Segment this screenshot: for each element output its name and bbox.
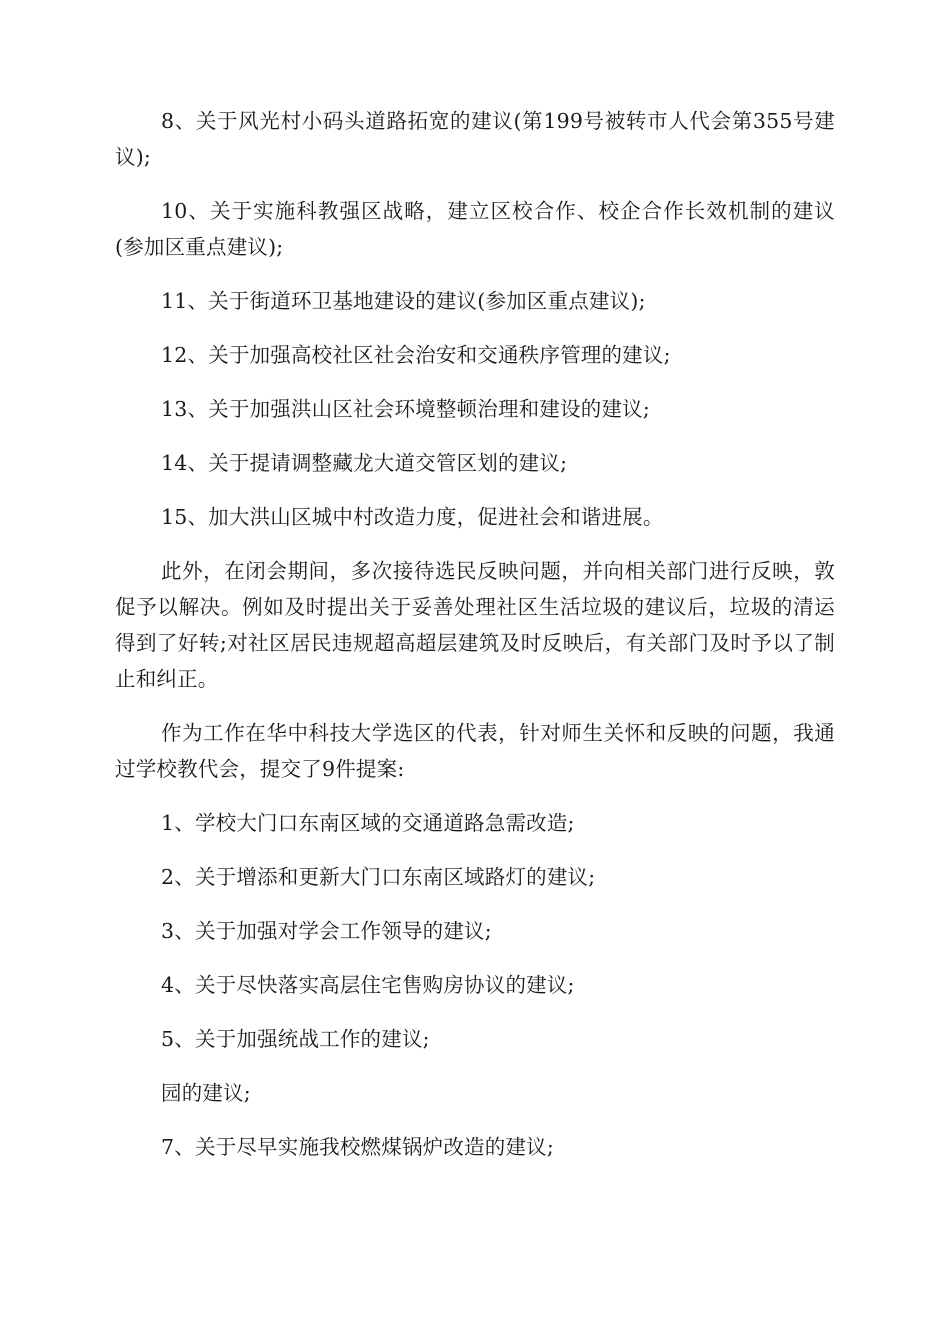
proposal-item-5: 5、关于加强统战工作的建议;: [161, 1027, 430, 1051]
paragraph-item-14: 14、关于提请调整藏龙大道交管区划的建议;: [161, 451, 568, 475]
paragraph-closing-period: 此外，在闭会期间，多次接待选民反映问题，并向相关部门进行反映，敦促予以解决。例如及时提出关于妥善处理社区生活垃圾的建议后，垃圾的清运得到了好转;对社区居民违规超高超层建筑及时反映后，有关部门及时予以了制止和纠正。: [115, 559, 835, 691]
paragraph-item-8: 8、关于风光村小码头道路拓宽的建议(第199号被转市人代会第355号建议);: [115, 109, 835, 169]
paragraph-item-10: 10、关于实施科教强区战略，建立区校合作、校企合作长效机制的建议(参加区重点建议);: [115, 199, 835, 259]
paragraph-item-12: 12、关于加强高校社区社会治安和交通秩序管理的建议;: [161, 343, 671, 367]
paragraph-proposals-intro: 作为工作在华中科技大学选区的代表，针对师生关怀和反映的问题，我通过学校教代会，提交了9件提案:: [115, 721, 835, 781]
document-body: [115, 103, 835, 1183]
paragraph-item-15: 15、加大洪山区城中村改造力度，促进社会和谐进展。: [161, 505, 664, 529]
proposal-item-2: 2、关于增添和更新大门口东南区域路灯的建议;: [161, 865, 596, 889]
proposal-item-4: 4、关于尽快落实高层住宅售购房协议的建议;: [161, 973, 575, 997]
proposal-item-7: 7、关于尽早实施我校燃煤锅炉改造的建议;: [161, 1135, 554, 1159]
proposal-item-fragment: 园的建议;: [161, 1081, 251, 1105]
paragraph-item-13: 13、关于加强洪山区社会环境整顿治理和建设的建议;: [161, 397, 650, 421]
proposal-item-3: 3、关于加强对学会工作领导的建议;: [161, 919, 492, 943]
paragraph-item-11: 11、关于街道环卫基地建设的建议(参加区重点建议);: [161, 289, 646, 313]
proposal-item-1: 1、学校大门口东南区域的交通道路急需改造;: [161, 811, 575, 835]
